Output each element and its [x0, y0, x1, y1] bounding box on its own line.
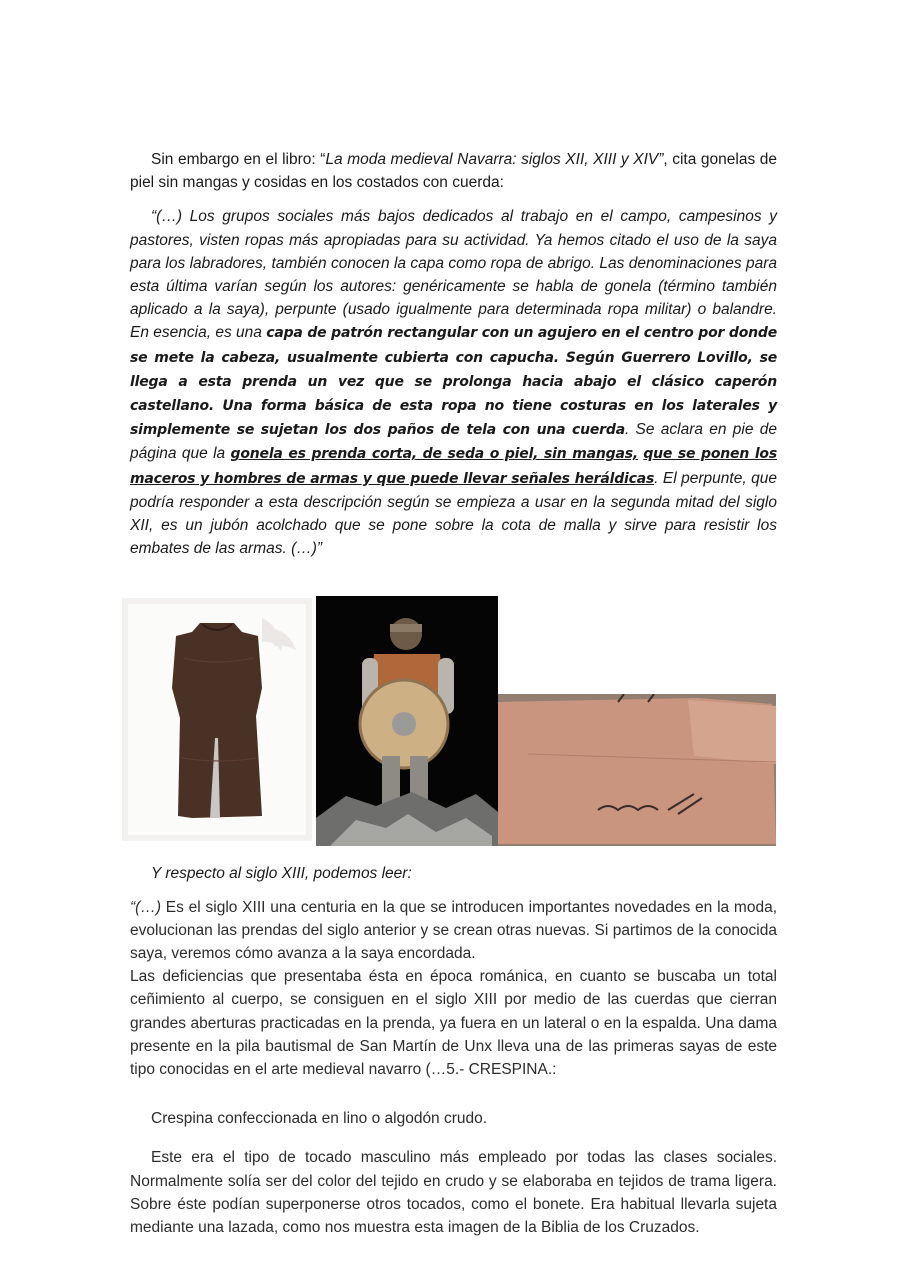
leather-pieces-photo [498, 694, 776, 846]
quote-text-4: . El perpunte, que podría responder a esta descripción según se empieza a usar en la segunda mitad del siglo XII, es un jubón acolchado que se pone sobre la cota de malla y sirve para resistir los embates de las armas. (…)” [130, 469, 777, 558]
quote-text-2: . Se aclara en pie de página que la [130, 421, 778, 463]
quote-xiii-paragraph-a [130, 896, 777, 966]
crespina-heading: 5.- CRESPINA.: [446, 1061, 557, 1079]
crespina-description: Este era el tipo de tocado masculino más empleado por todas las clases sociales. Normalmente solía ser del color del tejido en crudo y se elaboraba en tejidos de trama ligera. Sobre éste podían superponerse otros tocados, como el bonete. Era habitual llevarla sujeta mediante una lazada, como nos muestra esta imagen de la Biblia de los Cruzados. [130, 1149, 777, 1237]
book-title: La moda medieval Navarra: siglos XII, XIII y XIV” [325, 151, 664, 168]
quote-text-1: “(…) Los grupos sociales más bajos dedicados al trabajo en el campo, campesinos y pastores, visten ropas más apropiadas para su actividad. Ya hemos citado el uso de la saya para los labradores, también conocen la capa como ropa de abrigo. Las denominaciones para esta última varían según los autores: genéricamente se habla de gonela (término también aplicado a la saya), perpunte (usado igualmente para determinada ropa militar) o balandre. En esencia, es una [130, 208, 777, 342]
siglo-xiii-intro: Y respecto al siglo XIII, podemos leer: [151, 865, 412, 883]
quote-xiii-text-b: Las deficiencias que presentaba ésta en época románica, en cuanto se buscaba un total ceñimiento al cuerpo, se consiguen en el siglo XIII por medio de las cuerdas que cierran grandes aberturas practicadas en la prenda, ya fuera en un lateral o en la espalda. Una dama presente en la pila bautismal de San Martín de Unx lleva una de las primeras sayas de este tipo conocidas en el arte medieval navarro (… [130, 968, 777, 1079]
quote-xiii-open: “(…) [130, 898, 161, 916]
figure-row [122, 596, 778, 848]
quote-xiii-text-a: Es el siglo XIII una centuria en la que se introducen importantes novedades en la moda, evolucionan las prendas del siglo anterior y se crean otras nuevas. Si partimos de la conocida saya, veremos cómo avanza a la saya encordada. [130, 898, 777, 963]
intro-text-2: , cita gonelas de piel sin mangas y cosidas en los costados con cuerda: [130, 151, 778, 192]
quote-bold-2: gonela es prenda corta, de seda o piel, sin mangas, [230, 446, 638, 463]
intro-paragraph [130, 148, 777, 194]
quote-bold-3: que se ponen los maceros y hombres de armas y que puede llevar señales heráldicas [130, 446, 777, 487]
warrior-figurine-photo [316, 596, 498, 846]
document-page [130, 148, 777, 1239]
crespina-caption: Crespina confeccionada en lino o algodón crudo. [151, 1110, 488, 1128]
quote-paragraph [130, 205, 777, 560]
quote-bold-1: capa de patrón rectangular con un agujero en el centro por donde se mete la cabeza, usualmente cubierta con capucha. Según Guerrero Lovillo, se llega a esta prenda un vez que se prolonga hacia abajo el clásico caperón castellano. Una forma básica de esta ropa no tiene costuras en los laterales y simplemente se sujetan los dos paños de tela con una cuerda [130, 325, 777, 439]
intro-text-1: Sin embargo en el libro: “ [151, 151, 326, 168]
gonela-tunic-photo [122, 598, 312, 841]
quote-xiii-paragraph-b [130, 965, 777, 1081]
